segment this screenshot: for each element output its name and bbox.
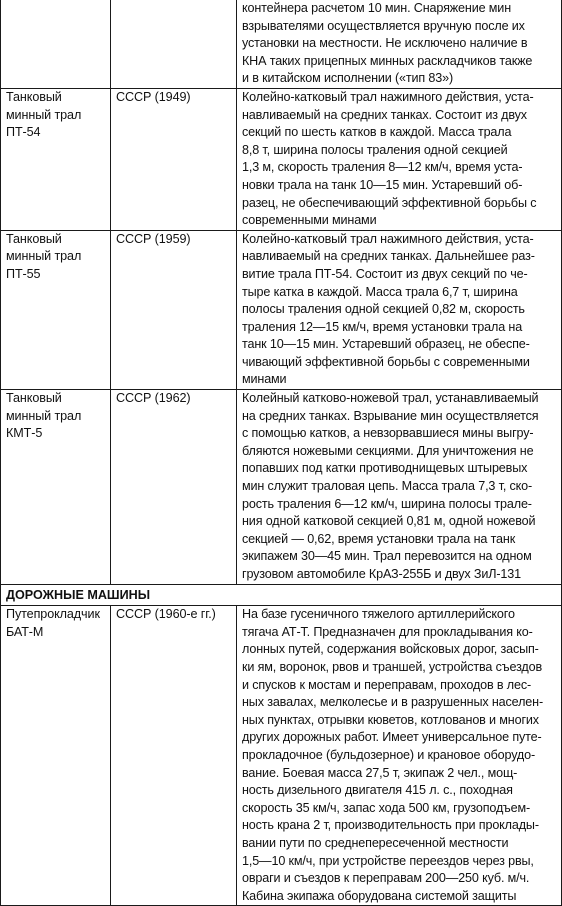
description-line: современными минами [242,213,377,228]
description-line: Кабина экипажа оборудована системой защиты [242,888,517,903]
description-line: чивающий эффективной борьбы с современными [242,354,530,369]
row-origin-cell [111,230,237,389]
description-line: ность крана 2 т, производительность при проклады- [242,818,539,833]
description-line: навливаемый на средних танках. Дальнейшее раз- [242,249,535,264]
description-line: рость траления 6—12 км/ч, ширина полосы трале- [242,496,532,511]
description-line: прокладочное (бульдозерное) и крановое оборудо- [242,747,536,762]
equipment-name-line: КМТ-5 [6,426,43,441]
row-name-cell [1,390,111,585]
description-line: установки на местности. Не исключено наличие в [242,36,528,51]
row-name-cell [1,0,111,88]
description-line: мин служит траловая цепь. Масса трала 7,3 т, ско- [242,479,533,494]
section-title: ДОРОЖНЫЕ МАШИНЫ [6,587,151,602]
description-line: ных завалах, мелколесье и в разрушенных населен- [242,695,543,710]
description-line: ния одной катковой секцией 0,81 м, одной ножевой [242,514,536,529]
table-row [1,88,562,230]
description-line: ность дизельного двигателя 415 л. с., походная [242,783,513,798]
row-origin-cell [111,390,237,585]
description-line: лонных путей, содержания войсковых дорог, засып- [242,642,539,657]
row-description-cell [237,606,562,906]
description-line: витие трала ПТ-54. Состоит из двух секций по че- [242,266,528,281]
row-name-cell [1,606,111,906]
equipment-name-line: минный трал [6,249,82,264]
description-line: траления 12—15 км/ч, время установки трала на [242,319,523,334]
description-line: овраги и съездов к переправам 200—250 куб. м/ч. [242,871,530,886]
section-row [1,584,562,606]
row-description-cell [237,390,562,585]
equipment-name-line: Танковый [6,391,62,406]
description-line: экипажем 30—45 мин. Трал перевозится на одном [242,549,532,564]
origin-text: СССР (1960-е гг.) [116,607,216,622]
description-line: разец, не обеспечивающий эффективной борьбы с [242,195,537,210]
table-row [1,390,562,585]
table-row [1,230,562,389]
description-line: полосы траления одной секцией 0,82 м, скорость [242,302,525,317]
origin-text: СССР (1959) [116,231,191,246]
description-line: новки трала на танк 10—15 мин. Устаревший об- [242,177,523,192]
table-row [1,606,562,906]
description-line: 1,5—10 км/ч, при устройстве переездов через рвы, [242,853,534,868]
origin-text: СССР (1949) [116,89,191,104]
equipment-name-line: минный трал [6,408,82,423]
description-line: 8,8 т, ширина полосы траления одной секцией [242,142,508,157]
row-origin-cell [111,606,237,906]
description-line: навливаемый на средних танках. Состоит из двух [242,107,527,122]
description-line: Колейно-катковый трал нажимного действия, уста- [242,89,534,104]
description-line: ных пунктах, отрывки кюветов, котлованов и многих [242,712,539,727]
section-title-cell [1,584,562,606]
description-line: вание. Боевая масса 27,5 т, экипаж 2 чел., мощ- [242,765,518,780]
description-line: с помощью катков, а невзорвавшиеся мины выгру- [242,426,534,441]
description-line: танк 10—15 мин. Устаревший образец, не обеспе- [242,337,530,352]
description-line: грузовом автомобиле КрАЗ-255Б и двух ЗиЛ-131 [242,567,521,581]
description-line: секций по шесть катков в каждой. Масса трала [242,125,512,140]
description-line: Колейно-катковый трал нажимного действия, уста- [242,231,534,246]
description-line: скорость 35 км/ч, запас хода 500 км, грузоподъем- [242,800,531,815]
description-line: 1,3 м, скорость траления 8—12 км/ч, время уста- [242,160,523,175]
equipment-name-line: ПТ-55 [6,266,41,281]
description-line: КНА таких прицепных минных раскладчиков также [242,53,533,68]
description-line: контейнера расчетом 10 мин. Снаряжение мин [242,1,511,15]
equipment-name-line: БАТ-М [6,624,44,639]
description-line: минами [242,372,287,387]
description-line: тягача АТ-Т. Предназначен для прокладывания ко- [242,624,533,639]
row-description-cell [237,88,562,230]
description-line: и спусков к мостам и переправам, проходов в лес- [242,677,532,692]
description-line: бляются ножевыми секциями. Для уничтожения не [242,443,534,458]
description-line: Колейный катково-ножевой трал, устанавливаемый [242,391,539,406]
equipment-name-line: Путепрокладчик [6,607,100,622]
row-name-cell [1,230,111,389]
equipment-name-line: ПТ-54 [6,125,41,140]
table-row [1,0,562,88]
row-description-cell [237,0,562,88]
description-line: попавших под катки противоднищевых штыревых [242,461,528,476]
row-description-cell [237,230,562,389]
description-line: других дорожных работ. Имеет универсальное путе- [242,730,542,745]
description-line: и в китайском исполнении («тип 83») [242,71,454,86]
equipment-name-line: минный трал [6,107,82,122]
row-origin-cell [111,88,237,230]
description-line: на средних танках. Взрывание мин осуществляется [242,408,539,423]
description-line: взрывателями осуществляется вручную после их [242,18,525,33]
row-name-cell [1,88,111,230]
description-line: секцией — 0,62, время установки трала на танк [242,531,516,546]
description-line: ки ям, воронок, рвов и траншей, устройства съездов [242,659,543,674]
equipment-name-line: Танковый [6,231,62,246]
description-line: На базе гусеничного тяжелого артиллерийского [242,607,515,622]
description-line: тыре катка в каждой. Масса трала 6,7 т, ширина [242,284,518,299]
origin-text: СССР (1962) [116,391,191,406]
row-origin-cell [111,0,237,88]
description-line: вании пути по среднепересеченной местности [242,835,509,850]
equipment-name-line: Танковый [6,89,62,104]
